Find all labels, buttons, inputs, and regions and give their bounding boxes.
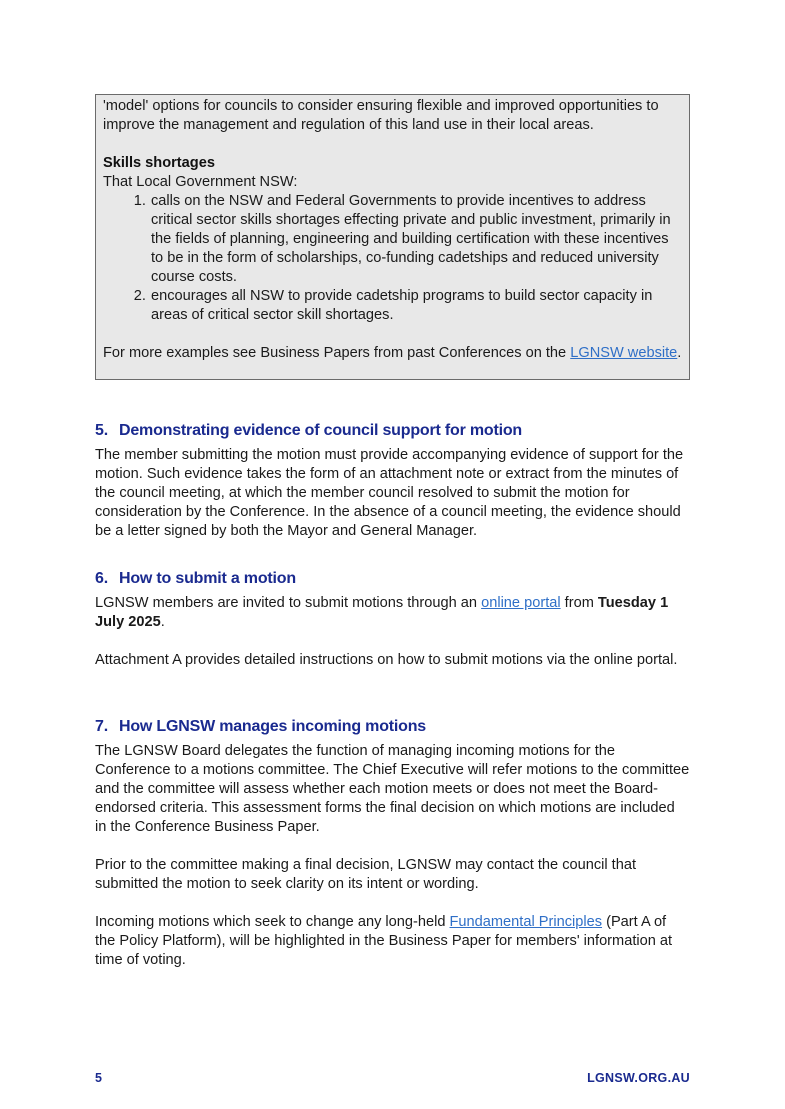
online-portal-link[interactable]: online portal	[481, 595, 561, 611]
section-heading: 6. How to submit a motion	[95, 570, 296, 587]
callout-more-examples: For more examples see Business Papers from past Conferences on the LGNSW website.	[103, 345, 682, 361]
lgnsw-website-link[interactable]: LGNSW website	[570, 345, 678, 361]
callout-list	[103, 192, 682, 325]
section-paragraph: Attachment A provides detailed instructions on how to submit motions via the online portal.	[95, 652, 678, 668]
section-paragraph: The LGNSW Board delegates the function of managing incoming motions for the Conference to a motions committee. The Chief Executive will refer motions to the committee and the committee will assess whether each motion meets or does not meet the Board-endorsed criteria. This assessment forms the final decision on which motions are included in the Conference Business Paper.	[95, 743, 690, 835]
section-6	[95, 569, 690, 670]
section-heading: 7. How LGNSW manages incoming motions	[95, 718, 426, 735]
callout-lead: That Local Government NSW:	[103, 174, 298, 190]
section-5	[95, 421, 690, 541]
page-number: 5	[95, 1071, 102, 1085]
section-paragraph: LGNSW members are invited to submit motions through an online portal from Tuesday 1 July 2025.	[95, 595, 669, 630]
section-heading: 5. Demonstrating evidence of council support for motion	[95, 422, 522, 439]
section-paragraph: Incoming motions which seek to change any long-held Fundamental Principles (Part A of the Policy Platform), will be highlighted in the Business Paper for members' information at time of voting.	[95, 914, 673, 968]
callout-list-item: 1. calls on the NSW and Federal Governments to provide incentives to address critical sector skills shortages effecting private and public investment, primarily in the fields of planning, engineering and building certification with these incentives to be in the form of scholarships, co-funding cadetships and reduced university course costs.	[150, 192, 682, 287]
section-body: The member submitting the motion must provide accompanying evidence of support for the motion. Such evidence takes the form of an attachment note or extract from the minutes of the council meeting, at which the member council resolved to submit the motion for consideration by the Conference. In the absence of a council meeting, the evidence should be a letter signed by both the Mayor and General Manager.	[95, 447, 684, 539]
section-7	[95, 717, 690, 970]
fundamental-principles-link[interactable]: Fundamental Principles	[449, 914, 603, 930]
callout-list-item: 2. encourages all NSW to provide cadetship programs to build sector capacity in areas of critical sector skill shortages.	[150, 287, 682, 325]
section-paragraph: Prior to the committee making a final decision, LGNSW may contact the council that submitted the motion to seek clarity on its intent or wording.	[95, 857, 637, 892]
example-callout-box	[95, 94, 690, 380]
callout-intro: 'model' options for councils to consider ensuring flexible and improved opportunities to improve the management and regulation of this land use in their local areas.	[103, 98, 659, 133]
footer-site-url: LGNSW.ORG.AU	[587, 1071, 690, 1085]
open-date: Tuesday 1 July 2025	[95, 595, 669, 630]
callout-heading: Skills shortages	[103, 155, 215, 171]
